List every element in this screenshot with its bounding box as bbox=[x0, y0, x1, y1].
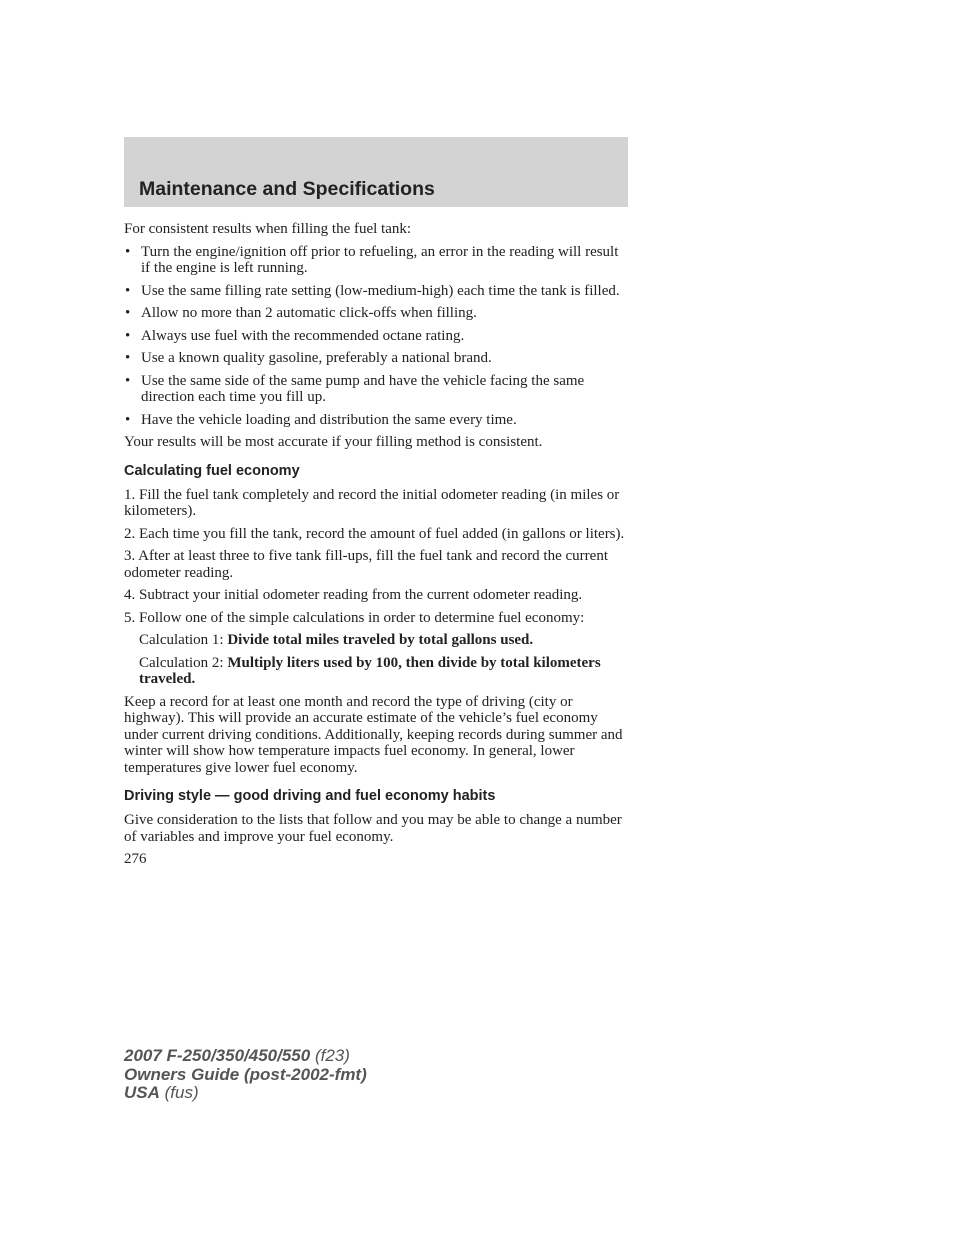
record-note: Keep a record for at least one month and record the type of driving (city or highway). This will provide an accurate estimate of the vehicle’s fuel economy under current driving conditions. Additionally, keeping records during summer and winter will show how temperature impacts fuel economy. In general, lower temperatures give lower fuel economy. bbox=[124, 693, 623, 776]
section-header-band bbox=[124, 137, 628, 207]
tips-list bbox=[124, 244, 629, 429]
step-item: 3. After at least three to five tank fill-ups, fill the fuel tank and record the current odometer reading. bbox=[124, 548, 608, 581]
step-item: 1. Fill the fuel tank completely and record the initial odometer reading (in miles or kilometers). bbox=[124, 486, 620, 519]
step-item: 5. Follow one of the simple calculations in order to determine fuel economy: bbox=[124, 609, 585, 626]
bullet-icon: • bbox=[125, 350, 131, 366]
list-item: • Allow no more than 2 automatic click-offs when filling. bbox=[125, 305, 477, 321]
intro-text: For consistent results when filling the fuel tank: bbox=[124, 221, 412, 237]
list-item: • Use a known quality gasoline, preferably a national brand. bbox=[125, 350, 492, 366]
bullet-icon: • bbox=[125, 243, 131, 260]
list-item: • Always use fuel with the recommended octane rating. bbox=[125, 327, 465, 344]
section-title: Maintenance and Specifications bbox=[139, 178, 435, 200]
bullet-icon: • bbox=[125, 372, 131, 389]
footer-line-guide: Owners Guide (post-2002-fmt) bbox=[124, 1064, 367, 1084]
page-number: 276 bbox=[124, 851, 147, 867]
calculation-2: Calculation 2: Multiply liters used by 100, then divide by total kilometers traveled. bbox=[139, 654, 601, 687]
page-content bbox=[124, 221, 629, 874]
bullet-icon: • bbox=[125, 282, 131, 299]
driving-style-text: Give consideration to the lists that follow and you may be able to change a number of variables and improve your fuel economy. bbox=[124, 812, 622, 845]
document-footer bbox=[124, 1047, 367, 1103]
step-item: 4. Subtract your initial odometer reading from the current odometer reading. bbox=[124, 587, 583, 603]
footer-line-region: USA (fus) bbox=[124, 1083, 199, 1102]
list-item: • Have the vehicle loading and distribution the same every time. bbox=[125, 411, 517, 428]
bullet-icon: • bbox=[125, 305, 131, 321]
calculation-1: Calculation 1: Divide total miles traveled by total gallons used. bbox=[139, 632, 534, 648]
bullet-icon: • bbox=[125, 411, 131, 428]
list-item: • Use the same filling rate setting (low-medium-high) each time the tank is filled. bbox=[125, 282, 620, 299]
list-item: • Use the same side of the same pump and have the vehicle facing the same direction each time you fill up. bbox=[125, 372, 585, 405]
results-note: Your results will be most accurate if your filling method is consistent. bbox=[124, 434, 543, 450]
driving-style-heading: Driving style — good driving and fuel economy habits bbox=[124, 788, 496, 804]
footer-line-model: 2007 F-250/350/450/550 (f23) bbox=[124, 1046, 350, 1065]
list-item: • Turn the engine/ignition off prior to refueling, an error in the reading will result if the engine is left running. bbox=[125, 243, 619, 276]
bullet-icon: • bbox=[125, 327, 131, 344]
calculating-heading: Calculating fuel economy bbox=[124, 462, 300, 479]
step-item: 2. Each time you fill the tank, record the amount of fuel added (in gallons or liters). bbox=[124, 525, 625, 542]
